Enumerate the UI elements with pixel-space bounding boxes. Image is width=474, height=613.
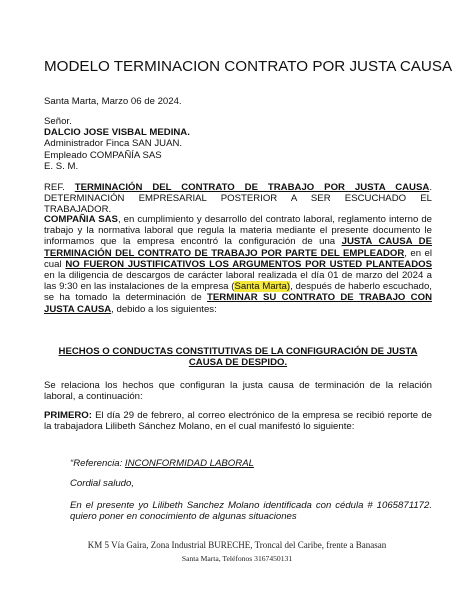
company-name: COMPAÑIA SAS bbox=[44, 214, 118, 225]
body-text-g: , después de haberlo escuchado, se ha tomado la determinación de bbox=[44, 281, 432, 304]
body-text-i: , debido a los siguientes: bbox=[111, 303, 217, 315]
primero-paragraph bbox=[44, 410, 432, 432]
intro-paragraph: Se relaciona los hechos que configuran la justa causa de terminación de la relación laboral, a continuación: bbox=[44, 380, 432, 403]
recipient-line-3: E. S. M. bbox=[44, 160, 79, 172]
body-terminar-contrato: TERMINAR SU CONTRATO DE TRABAJO CON JUSTA CAUSA bbox=[44, 292, 432, 315]
body-text-c: , en el cual bbox=[44, 247, 432, 270]
reference-block bbox=[44, 182, 432, 216]
quote-greeting: Cordial saludo, bbox=[70, 478, 134, 489]
recipient-line-2: Empleado COMPAÑÍA SAS bbox=[44, 149, 162, 161]
reference-dot: . bbox=[429, 182, 432, 193]
section-heading: HECHOS O CONDUCTAS CONSTITUTIVAS DE LA CONFIGURACIÓN DE JUSTA CAUSA DE DESPIDO. bbox=[58, 346, 418, 369]
reference-subject: TERMINACIÓN DEL CONTRATO DE TRABAJO POR JUSTA CAUSA bbox=[74, 182, 430, 193]
quote-text: En el presente yo Lilibeth Sanchez Molano identificada con cédula # 1065871172. quiero poner en conocimiento de algunas situaciones bbox=[70, 500, 432, 523]
quote-ref-value: INCONFORMIDAD LABORAL bbox=[124, 458, 254, 469]
footer-phones: Santa Marta, Teléfonos 3167450131 bbox=[181, 554, 293, 563]
body-justa-causa: JUSTA CAUSA DE TERMINACIÓN DEL CONTRATO DE TRABAJO POR PARTE DEL EMPLEADOR bbox=[44, 236, 432, 259]
footer-address: KM 5 Vía Gaira, Zona Industrial BURECHE, Troncal del Caribe, frente a Banasan bbox=[87, 540, 387, 550]
body-no-justificativos: NO FUERON JUSTIFICATIVOS LOS ARGUMENTOS POR USTED PLANTEADOS bbox=[65, 258, 433, 270]
quote-ref-label: “Referencia: bbox=[70, 458, 125, 469]
body-paragraph bbox=[44, 214, 432, 315]
body-text-e: en la diligencia de descargos de carácter laboral realizada el día 01 de marzo del 2024 a las 9:30 en las instalaciones de la empresa ( bbox=[44, 270, 432, 293]
recipient-name: DALCIO JOSE VISBAL MEDINA. bbox=[44, 127, 190, 139]
letter-date: Santa Marta, Marzo 06 de 2024. bbox=[44, 96, 182, 107]
primero-text: El día 29 de febrero, al correo electrónico de la empresa se recibió reporte de la trabajadora Lilibeth Sánchez Molano, en el cual manifestó lo siguiente: bbox=[44, 410, 432, 433]
reference-detail: DETERMINACIÓN EMPRESARIAL POSTERIOR A SER ESCUCHADO EL TRABAJADOR. bbox=[44, 193, 432, 216]
document-title: MODELO TERMINACION CONTRATO POR JUSTA CAUSA bbox=[44, 58, 453, 75]
quote-reference bbox=[44, 458, 432, 469]
primero-label: PRIMERO: bbox=[44, 410, 92, 421]
body-highlight-santa-marta: Santa Marta) bbox=[234, 281, 291, 293]
recipient-block bbox=[44, 116, 432, 172]
recipient-line-1: Administrador Finca SAN JUAN. bbox=[44, 138, 183, 150]
recipient-salutation: Señor. bbox=[44, 116, 72, 127]
reference-prefix: REF. bbox=[44, 182, 75, 193]
body-text-a: , en cumplimiento y desarrollo del contrato laboral, reglamento interno de trabajo y la normativa laboral que regula la materia mediante el presente documento le informamos que la empresa encontró la configuración de una bbox=[44, 214, 432, 248]
